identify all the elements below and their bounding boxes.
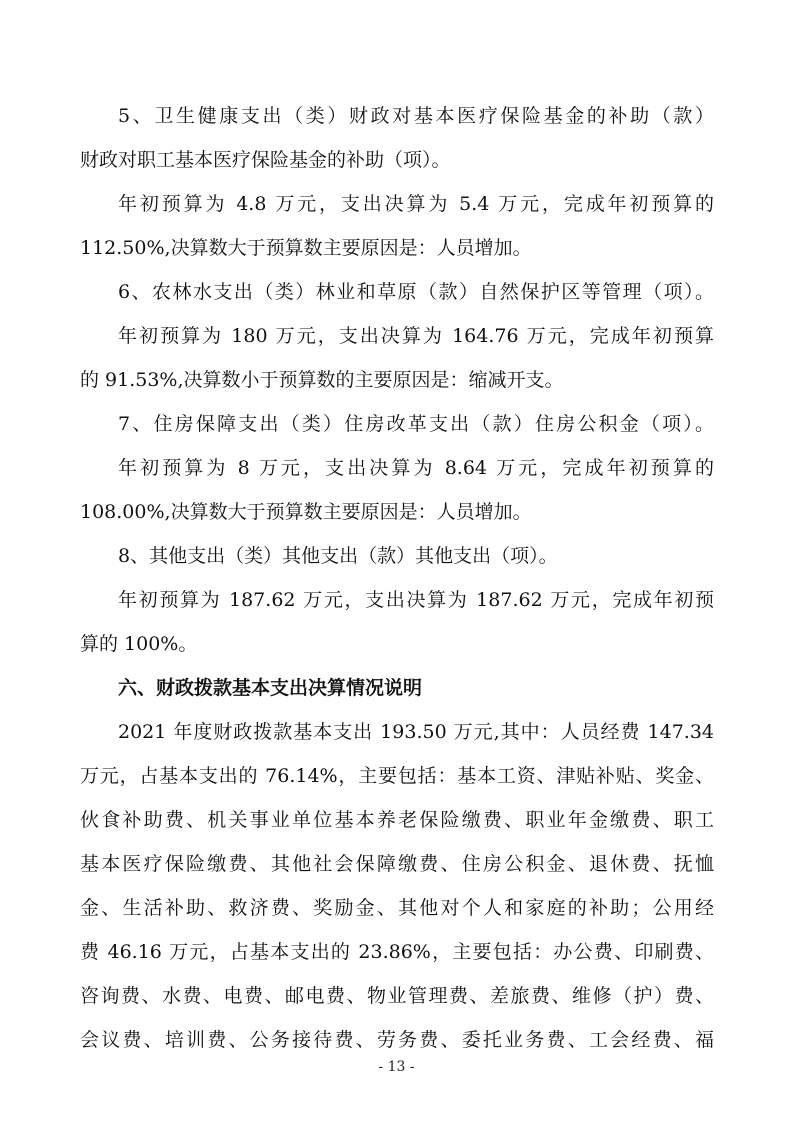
section-6-paragraph-line-4: 基本医疗保险缴费、其他社会保障缴费、住房公积金、退休费、抚恤 bbox=[80, 853, 714, 875]
item-5-title-line-2: 财政对职工基本医疗保险基金的补助（项）。 bbox=[80, 149, 451, 171]
item-6-title: 6、农林水支出（类）林业和草原（款）自然保护区等管理（项）。 bbox=[118, 281, 714, 303]
item-8-body-line-2: 算的 100%。 bbox=[80, 633, 198, 655]
page-number: - 13 - bbox=[378, 1059, 415, 1075]
section-6-paragraph-line-2: 万元，占基本支出的 76.14%，主要包括：基本工资、津贴补贴、奖金、 bbox=[80, 765, 714, 787]
section-6-paragraph-line-6: 费 46.16 万元，占基本支出的 23.86%，主要包括：办公费、印刷费、 bbox=[80, 941, 714, 963]
item-8-body-line-1: 年初预算为 187.62 万元，支出决算为 187.62 万元，完成年初预 bbox=[118, 589, 714, 611]
item-8-title: 8、其他支出（类）其他支出（款）其他支出（项）。 bbox=[118, 545, 558, 567]
item-6-body-line-1: 年初预算为 180 万元，支出决算为 164.76 万元，完成年初预算 bbox=[118, 325, 714, 347]
section-6-paragraph-line-8: 会议费、培训费、公务接待费、劳务费、委托业务费、工会经费、福 bbox=[80, 1029, 714, 1051]
item-6-body-line-2: 的 91.53%,决算数小于预算数的主要原因是：缩减开支。 bbox=[80, 369, 564, 391]
item-7-title: 7、住房保障支出（类）住房改革支出（款）住房公积金（项）。 bbox=[118, 413, 714, 435]
section-6-paragraph-line-7: 咨询费、水费、电费、邮电费、物业管理费、差旅费、维修（护）费、 bbox=[80, 985, 714, 1007]
item-7-body-line-1: 年初预算为 8 万元，支出决算为 8.64 万元，完成年初预算的 bbox=[118, 457, 714, 479]
item-5-body-line-2: 112.50%,决算数大于预算数主要原因是：人员增加。 bbox=[80, 237, 532, 259]
item-5-title-line-1: 5、卫生健康支出（类）财政对基本医疗保险基金的补助（款） bbox=[118, 105, 714, 127]
section-6-heading: 六、财政拨款基本支出决算情况说明 bbox=[118, 677, 423, 699]
item-5-body-line-1: 年初预算为 4.8 万元，支出决算为 5.4 万元，完成年初预算的 bbox=[118, 193, 714, 215]
item-7-body-line-2: 108.00%,决算数大于预算数主要原因是：人员增加。 bbox=[80, 501, 532, 523]
section-6-paragraph-line-1: 2021 年度财政拨款基本支出 193.50 万元,其中：人员经费 147.34 bbox=[118, 721, 714, 743]
section-6-paragraph-line-3: 伙食补助费、机关事业单位基本养老保险缴费、职业年金缴费、职工 bbox=[80, 809, 714, 831]
section-6-paragraph-line-5: 金、生活补助、救济费、奖励金、其他对个人和家庭的补助；公用经 bbox=[80, 897, 714, 919]
